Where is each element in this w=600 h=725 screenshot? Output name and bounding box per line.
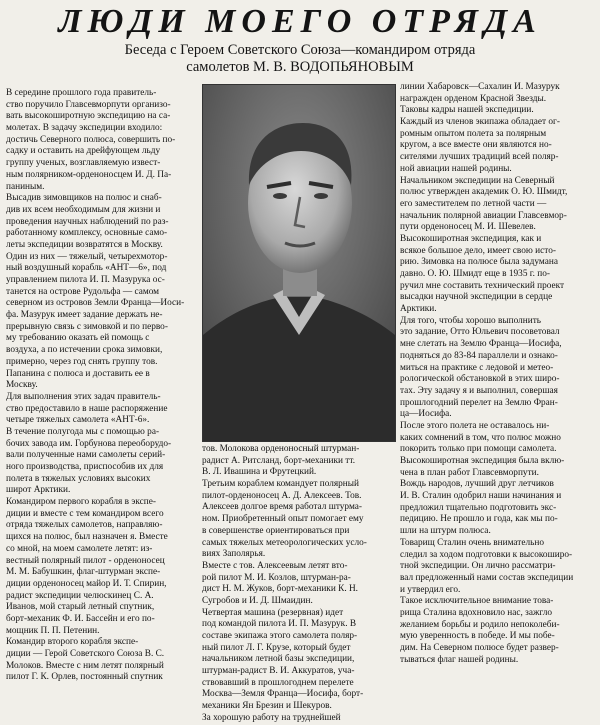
text-line: предложил тщательно подготовить экс- [400, 502, 557, 513]
text-line: В течение полугода мы с помощью ра- [6, 426, 160, 437]
text-line: За хорошую работу на труднейшей [202, 712, 341, 723]
text-line: миться на практике с ледовой и метео- [400, 362, 554, 373]
text-line: сителями лучших традиций всей поляр- [400, 152, 559, 163]
text-line: примерно, через год снять группу тов. [6, 356, 158, 367]
text-line: ца—Иосифа. [400, 409, 452, 420]
text-line: М. М. Бабушкин, флаг-штурман экспе- [6, 567, 161, 578]
text-line: давно. О. Ю. Шмидт еще в 1935 г. по- [400, 269, 550, 279]
text-line: проведения научных наблюдений по раз- [6, 216, 169, 227]
text-line: див их всем необходимым для жизни и [6, 204, 161, 215]
text-line: Вождь народов, лучший друг летчиков [400, 479, 554, 490]
text-line: подняться до 83-84 параллели и ознако- [400, 350, 558, 361]
text-line: широт Арктики. [6, 485, 71, 496]
text-line: В. Л. Ивашина и Фрутецкий. [202, 467, 317, 478]
text-line: отряда тяжелых самолетов, направляю- [6, 520, 163, 531]
text-line: каких сомнений в том, что полюс можно [400, 432, 561, 443]
text-line: педицию. Не прошло и года, как мы по- [400, 514, 558, 525]
text-line: радист экспедиции челюскинец С. А. [6, 590, 154, 601]
text-line: Иванов, мой старый летный спутник, [6, 602, 155, 613]
text-line: садку и оставить на дрейфующем льду [6, 146, 161, 157]
text-line: тах. Эту задачу я и выполнил, совершая [400, 385, 558, 396]
text-line: под командой пилота И. П. Мазурук. В [202, 619, 357, 630]
text-line: группу ученых, возглавляемую извест- [6, 158, 161, 169]
text-line: вал предложенный нами состав экспедиции [400, 572, 574, 583]
text-line: Начальником экспедиции на Северный [400, 175, 555, 186]
text-line: тной экспедиции. Он лично рассматри- [400, 561, 556, 572]
text-line: радист А. Ритсланд, борт-механики тт. [202, 455, 356, 466]
text-line: прошлогодний перелет на Землю Фран- [400, 397, 558, 408]
text-line: дист Н. М. Жуков, борт-механики К. Н. [202, 584, 359, 595]
text-line: тываться флаг нашей родины. [400, 654, 519, 665]
text-line: виях Заполярья. [202, 549, 266, 560]
text-line: диции орденоносец майор И. Т. Спирин, [6, 578, 167, 589]
text-line: ном. Приобретенный опыт помогает ему [202, 514, 364, 525]
text-line: рища Сталина вдохновило нас, зажгло [400, 607, 553, 618]
text-line: И. В. Сталин одобрил наши начинания и [400, 491, 562, 502]
text-line: Каждый из членов экипажа обладает ог- [400, 117, 560, 128]
text-line: Высокоширотная экспедиция, как и [400, 233, 542, 244]
text-line: Вместе с тов. Алексеевым летят вто- [202, 560, 348, 571]
text-line: ным полярником-орденоносцем И. Д. Па- [6, 169, 172, 180]
text-line: Москву. [6, 380, 38, 391]
text-line: рию. Зимовка на полюсе была задумана [400, 257, 558, 268]
text-line: кругом, а все вместе они являются но- [400, 140, 552, 151]
article-headline: ЛЮДИ МОЕГО ОТРЯДА [58, 3, 542, 40]
text-line: желанием борьбы и родило непоколеби- [400, 619, 560, 630]
text-line: рой пилот М. И. Козлов, штурман-ра- [202, 572, 351, 583]
text-line: его заместителем по летной части — [400, 198, 547, 209]
text-line: Алексеев долгое время работал штурма- [202, 502, 362, 513]
text-line: Такое исключительное внимание това- [400, 596, 554, 607]
text-line: начальником летной базы экспедиции, [202, 654, 355, 665]
text-line: Товарищ Сталин очень внимательно [400, 537, 544, 548]
text-line: управлением пилота И. П. Мазурука ос- [6, 275, 165, 285]
text-line: му требованию оказать ей помощь с [6, 333, 150, 344]
text-line: Папанина с полюса и доставить ее в [6, 368, 150, 379]
text-line: ручил мне составить технический проект [400, 280, 565, 291]
text-line: покорить только при помощи самолета. [400, 444, 557, 455]
text-line: вать высокоширотную экспедицию на са- [6, 111, 171, 122]
portrait-photo [202, 84, 396, 442]
text-line: чена в план работ Главсевморпути. [400, 467, 539, 478]
text-line: вали полученные нами самолеты серий- [6, 450, 166, 461]
text-line: достичь Северного полюса, совершить по- [6, 134, 176, 145]
text-line: мне слетать на Землю Франца—Иосифа, [400, 339, 562, 350]
text-line: начальник полярной авиации Главсевмор- [400, 210, 567, 221]
text-line: дим. На Северном полюсе будет развер- [400, 643, 559, 653]
text-line: После этого полета не оставалось ни- [400, 420, 550, 431]
text-line: ство предоставило в наше распоряжение [6, 403, 168, 414]
text-line: работанному комплексу, основные само- [6, 228, 168, 239]
text-line: щихся на полюс, был назначен я. Вместе [6, 532, 168, 543]
text-line: линии Хабаровск—Сахалин И. Мазурук [400, 82, 560, 92]
text-line: четыре тяжелых самолета «АНТ-6». [6, 415, 150, 426]
text-line: механики Ян Брезин и Шекуров. [202, 701, 332, 712]
article-subtitle [20, 42, 580, 76]
text-line: Москва—Земля Франца—Иосифа, борт- [202, 689, 364, 700]
text-line: ный воздушный корабль «АНТ—6», под [6, 263, 167, 274]
text-line: вестный полярный пилот - орденоносец [6, 555, 165, 566]
portrait-photo-icon [203, 85, 395, 441]
text-line: ной авиации нашей родины. [400, 163, 512, 174]
text-line: бочих завода им. Горбунова переоборудо- [6, 438, 172, 449]
text-line: в совершенстве ориентироваться при [202, 525, 350, 536]
text-line: следил за ходом подготовки к высокоширо- [400, 549, 573, 560]
text-line: ромным опытом полета за полярным [400, 128, 547, 139]
text-line: пилот Г. К. Орлев, постоянный спутник [6, 672, 163, 683]
text-line: борт-механик Ф. И. Бассейн и его по- [6, 613, 155, 624]
text-line: Для выполнения этих задач правитель- [6, 391, 161, 402]
subtitle-line-2: самолетов М. В. ВОДОПЬЯНОВЫМ [186, 59, 414, 75]
text-line: ного производства, приспособив их для [6, 462, 164, 472]
text-line: диции и вместе с тем командиром всего [6, 508, 164, 519]
text-line: диции — Герой Советского Союза В. С. [6, 649, 165, 659]
text-line: Таковы кадры нашей экспедиции. [400, 105, 534, 116]
text-line: Третьим кораблем командует полярный [202, 479, 359, 490]
text-line: всякое большое дело, имеет свою исто- [400, 245, 556, 256]
text-line: северном из островов Земли Франца—Иоси- [6, 298, 185, 309]
text-line: Молоков. Вместе с ним летят полярный [6, 660, 164, 671]
text-line: прерывную связь с зимовкой и по перво- [6, 321, 168, 332]
text-line: и утвердил его. [400, 584, 461, 595]
text-line: Командир второго корабля экспе- [6, 637, 139, 648]
text-line: мую уверенность в победе. И мы побе- [400, 631, 555, 642]
text-line: воздуха, а по истечении срока зимовки, [6, 345, 163, 356]
text-line: леты экспедиции возвратятся в Москву. [6, 239, 163, 250]
text-line: Высокоширотная экспедиция была вклю- [400, 456, 565, 466]
text-line: полета в тяжелых условиях высоких [6, 473, 151, 484]
text-line: Командиром первого корабля в экспе- [6, 497, 156, 508]
text-line: пути орденоносец М. И. Шевелев. [400, 222, 536, 233]
article-column-1 [6, 88, 196, 684]
text-line: Для того, чтобы хорошо выполнить [400, 315, 542, 326]
text-line: Сугробов и И. Д. Шмаидин. [202, 595, 313, 606]
text-line: В середине прошлого года правитель- [6, 88, 157, 98]
text-line: полюс утвержден академик О. Ю. Шмидт, [400, 187, 568, 198]
article-column-3 [400, 82, 596, 666]
text-line: фа. Мазурук имеет задание держать не- [6, 310, 163, 321]
text-line: самых тяжелых метеорологических усло- [202, 537, 367, 548]
text-line: танется на острове Рудольфа — самом [6, 286, 160, 297]
text-line: Высадив зимовщиков на полюс и снаб- [6, 193, 162, 204]
text-line: ствовавший в прошлогоднем перелете [202, 677, 354, 688]
text-line: молетах. В задачу экспедиции входило: [6, 123, 163, 134]
text-line: штурман-радист В. И. Аккуратов, уча- [202, 666, 355, 677]
text-line: пилот-орденоносец А. Д. Алексеев. Тов. [202, 490, 362, 501]
text-line: это задание, Отто Юльевич посоветовал [400, 327, 560, 338]
text-line: мощник П. П. Петенин. [6, 625, 100, 636]
text-line: Один из них — тяжелый, четырехмотор- [6, 251, 168, 262]
text-line: со мной, на моем самолете летят: из- [6, 543, 153, 554]
text-line: шли на штурм полюса. [400, 526, 491, 537]
subtitle-line-1: Беседа с Героем Советского Союза—командиром отряда [124, 42, 476, 58]
text-line: награжден орденом Красной Звезды. [400, 93, 547, 104]
text-line: ство поручило Главсевморпути организо- [6, 99, 171, 110]
text-line: Четвертая машина (резервная) идет [202, 607, 344, 618]
article-column-2 [202, 444, 394, 725]
text-line: ный пилот Л. Г. Крузе, который будет [202, 642, 351, 653]
text-line: составе экипажа этого самолета поляр- [202, 631, 358, 641]
text-line: рологической обстановкой в этих широ- [400, 374, 560, 385]
text-line: Арктики. [400, 304, 437, 315]
text-line: тов. Молокова орденоносный штурман- [202, 444, 360, 454]
text-line: паниным. [6, 181, 45, 192]
text-line: высадки научной экспедиции в сердце [400, 292, 553, 303]
